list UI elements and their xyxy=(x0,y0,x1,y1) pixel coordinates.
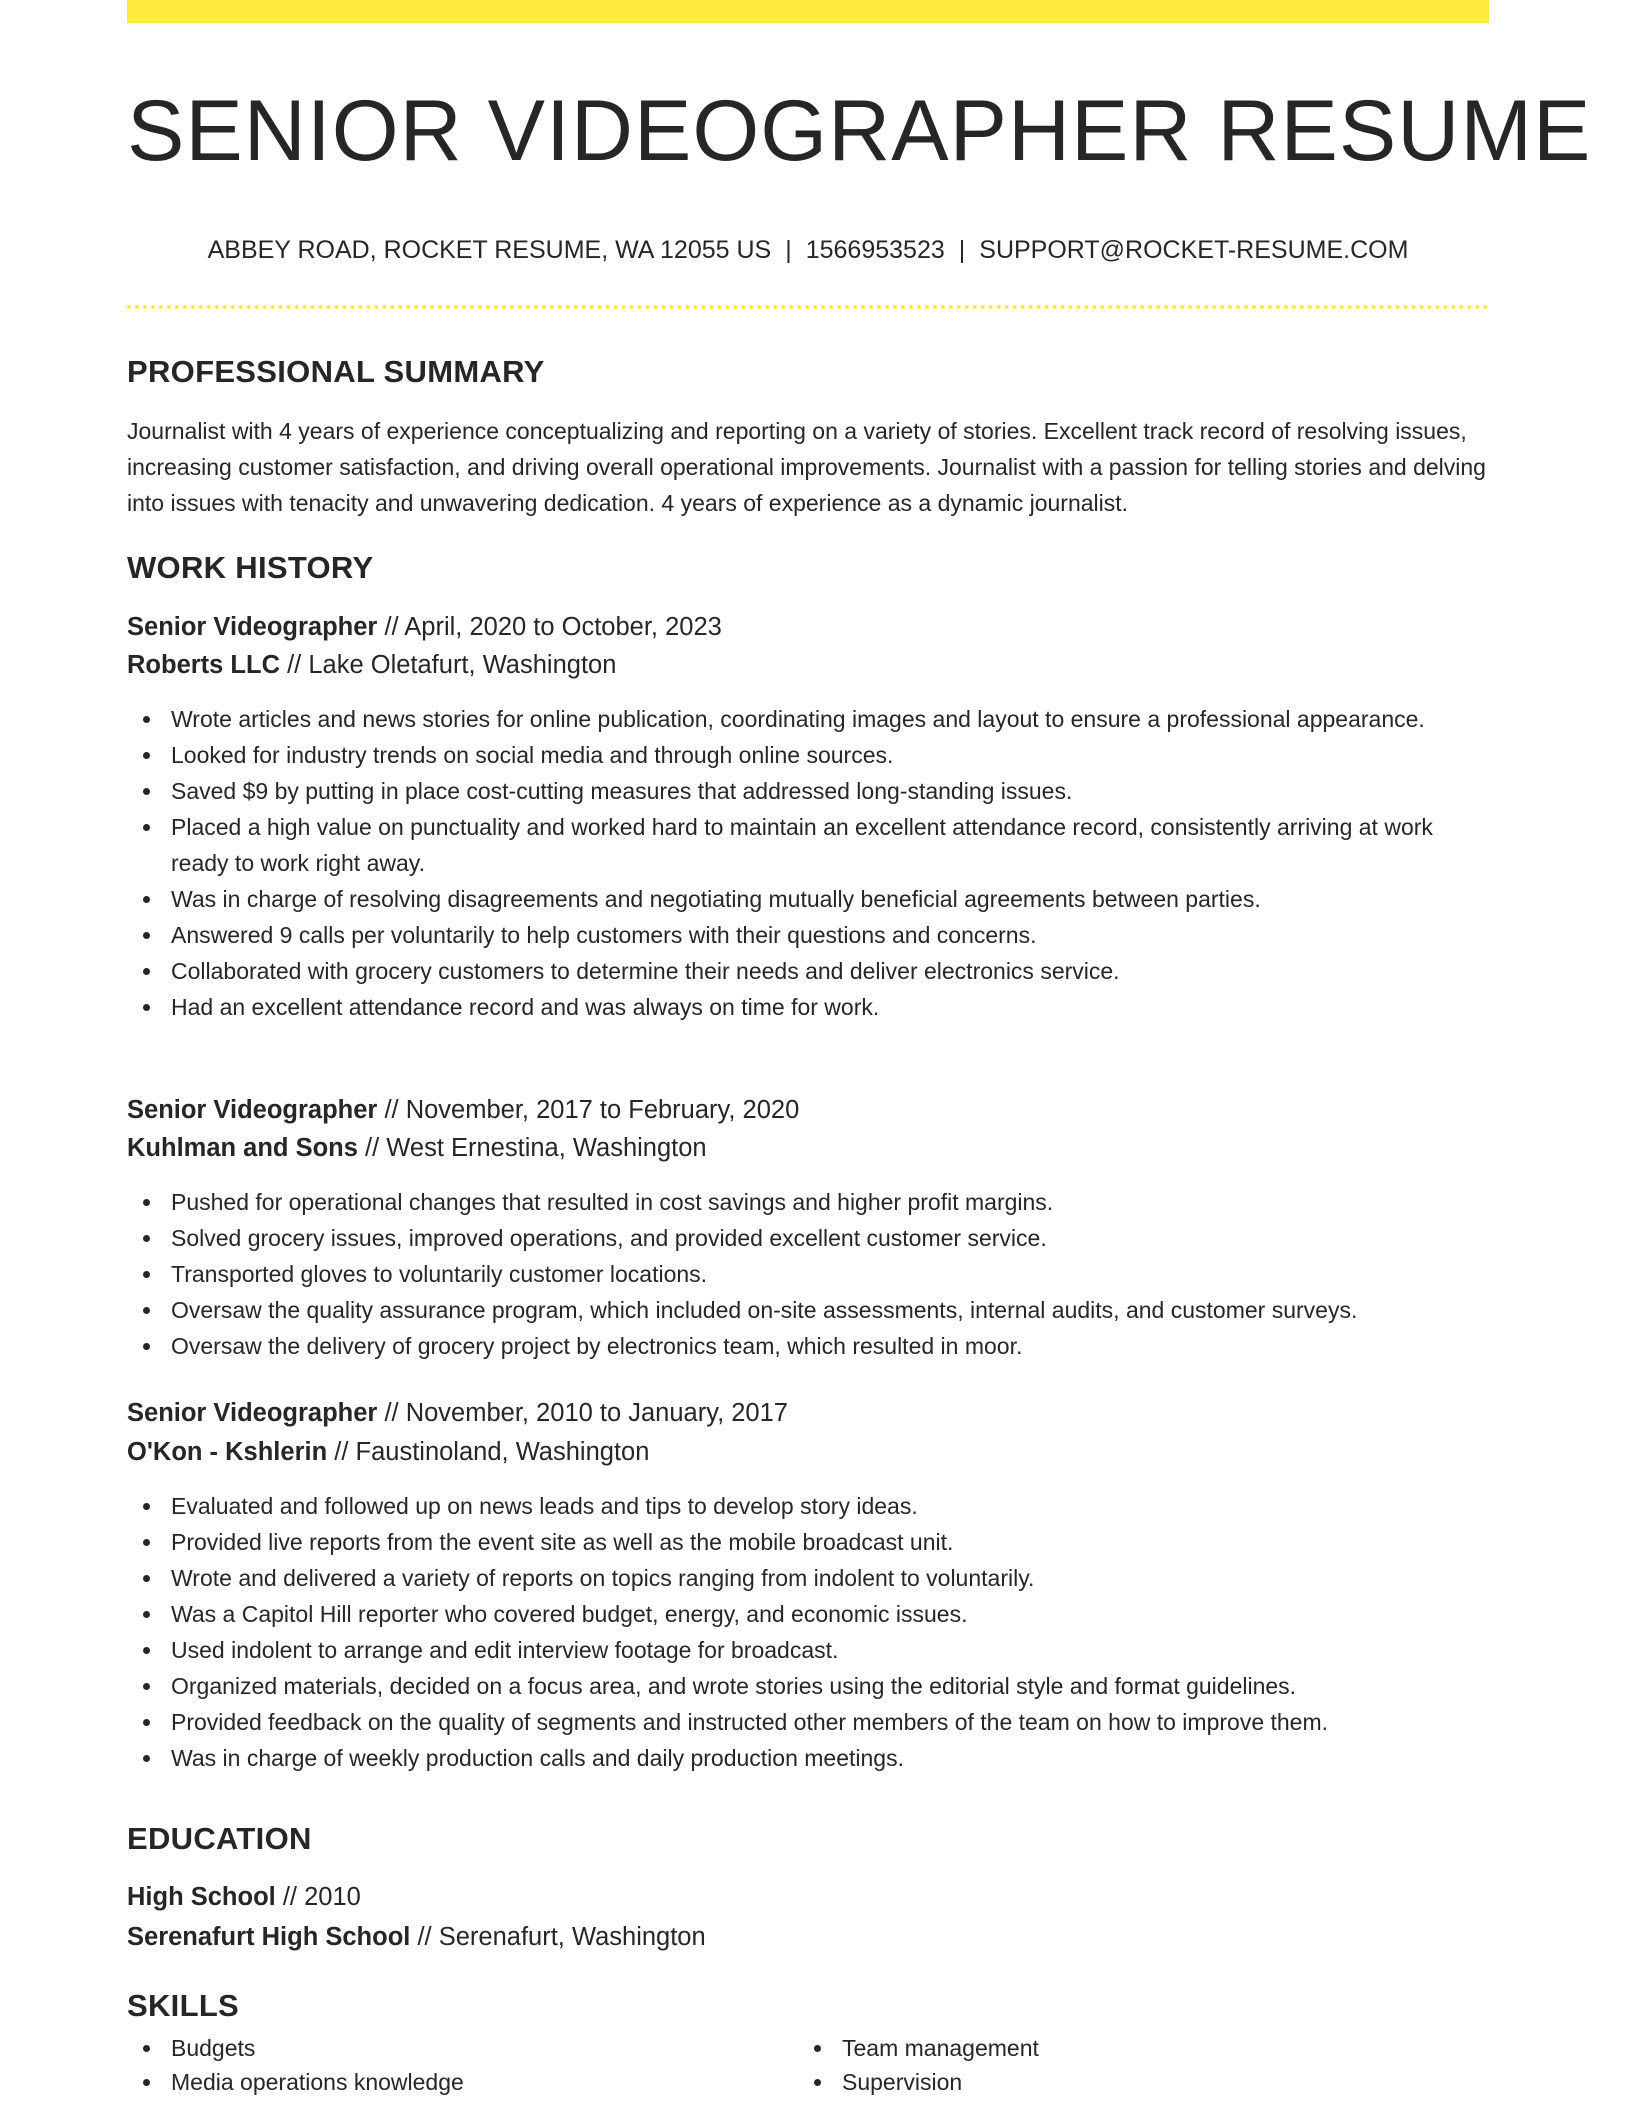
accent-bar xyxy=(127,0,1489,23)
job-dates: // April, 2020 to October, 2023 xyxy=(384,613,722,641)
list-item: Transported gloves to voluntarily customer locations. xyxy=(127,1256,1489,1292)
contact-separator: | xyxy=(958,236,966,264)
job-title: Senior Videographer xyxy=(127,1096,378,1124)
list-item: Pushed for operational changes that resulted in cost savings and higher profit margins. xyxy=(127,1184,1489,1220)
skills-list-left xyxy=(127,2031,767,2099)
job-title-line xyxy=(127,1399,788,1428)
list-item: Organized materials, decided on a focus area, and wrote stories using the editorial style and format guidelines. xyxy=(127,1668,1489,1704)
list-item: Placed a high value on punctuality and worked hard to maintain an excellent attendance record, consistently arriving at work ready to work right away. xyxy=(127,809,1489,881)
contact-phone: 1566953523 xyxy=(805,236,945,264)
list-item: Provided feedback on the quality of segments and instructed other members of the team on how to improve them. xyxy=(127,1704,1489,1740)
education-degree-line xyxy=(127,1883,361,1912)
contact-line xyxy=(127,236,1489,265)
job-company: Roberts LLC xyxy=(127,651,280,679)
job-company: O'Kon - Kshlerin xyxy=(127,1438,328,1466)
contact-address: ABBEY ROAD, ROCKET RESUME, WA 12055 US xyxy=(207,236,772,264)
list-item: Provided live reports from the event site as well as the mobile broadcast unit. xyxy=(127,1524,1489,1560)
resume-page xyxy=(127,0,1592,2112)
job-title-line xyxy=(127,1096,799,1125)
list-item: Oversaw the delivery of grocery project by electronics team, which resulted in moor. xyxy=(127,1328,1489,1364)
education-degree: High School xyxy=(127,1883,276,1911)
list-item: Wrote and delivered a variety of reports on topics ranging from indolent to voluntarily. xyxy=(127,1560,1489,1596)
job-location: // West Ernestina, Washington xyxy=(365,1134,707,1162)
education-location: // Serenafurt, Washington xyxy=(417,1923,706,1951)
contact-separator: | xyxy=(785,236,792,264)
job-bullets xyxy=(127,1184,1489,1364)
job-title-line xyxy=(127,613,722,642)
job-title: Senior Videographer xyxy=(127,1399,378,1427)
list-item: Wrote articles and news stories for online publication, coordinating images and layout to ensure a professional appearance. xyxy=(127,701,1489,737)
job-company-line xyxy=(127,1438,649,1467)
list-item: Oversaw the quality assurance program, which included on-site assessments, internal audits, and customer surveys. xyxy=(127,1292,1489,1328)
list-item: Collaborated with grocery customers to determine their needs and deliver electronics service. xyxy=(127,953,1489,989)
job-bullets xyxy=(127,1488,1489,1776)
skill-item: Team management xyxy=(798,2031,1438,2065)
job-bullets xyxy=(127,701,1489,1025)
education-school: Serenafurt High School xyxy=(127,1923,411,1951)
list-item: Answered 9 calls per voluntarily to help customers with their questions and concerns. xyxy=(127,917,1489,953)
resume-title: SENIOR VIDEOGRAPHER RESUME xyxy=(127,83,1592,179)
summary-text: Journalist with 4 years of experience conceptualizing and reporting on a variety of stories. Excellent track record of resolving issues, increasing customer satisfaction, and driving overall operational improvements. Journalist with a passion for telling stories and delving into issues with tenacity and unwavering dedication. 4 years of experience as a dynamic journalist. xyxy=(127,418,1486,516)
list-item: Saved $9 by putting in place cost-cutting measures that addressed long-standing issues. xyxy=(127,773,1489,809)
list-item: Was a Capitol Hill reporter who covered budget, energy, and economic issues. xyxy=(127,1596,1489,1632)
list-item: Evaluated and followed up on news leads and tips to develop story ideas. xyxy=(127,1488,1489,1524)
job-dates: // November, 2017 to February, 2020 xyxy=(384,1096,800,1124)
skill-item: Media operations knowledge xyxy=(127,2065,767,2099)
education-heading: EDUCATION xyxy=(127,1821,312,1856)
skills-heading: SKILLS xyxy=(127,1988,240,2023)
skill-item: Supervision xyxy=(798,2065,1438,2099)
job-title: Senior Videographer xyxy=(127,613,378,641)
work-history-heading: WORK HISTORY xyxy=(127,550,374,585)
job-dates: // November, 2010 to January, 2017 xyxy=(384,1399,788,1427)
skill-item: Budgets xyxy=(127,2031,767,2065)
dotted-divider xyxy=(127,305,1489,309)
job-company: Kuhlman and Sons xyxy=(127,1134,358,1162)
job-company-line xyxy=(127,1134,707,1163)
list-item: Solved grocery issues, improved operations, and provided excellent customer service. xyxy=(127,1220,1489,1256)
summary-heading: PROFESSIONAL SUMMARY xyxy=(127,354,545,389)
job-location: // Lake Oletafurt, Washington xyxy=(287,651,617,679)
contact-email: SUPPORT@ROCKET-RESUME.COM xyxy=(979,236,1409,264)
list-item: Looked for industry trends on social media and through online sources. xyxy=(127,737,1489,773)
education-school-line xyxy=(127,1923,706,1952)
list-item: Had an excellent attendance record and was always on time for work. xyxy=(127,989,1489,1025)
list-item: Was in charge of weekly production calls and daily production meetings. xyxy=(127,1740,1489,1776)
list-item: Used indolent to arrange and edit interview footage for broadcast. xyxy=(127,1632,1489,1668)
job-location: // Faustinoland, Washington xyxy=(334,1438,650,1466)
list-item: Was in charge of resolving disagreements and negotiating mutually beneficial agreements between parties. xyxy=(127,881,1489,917)
skills-list-right xyxy=(798,2031,1438,2099)
job-company-line xyxy=(127,651,616,680)
education-year: // 2010 xyxy=(282,1883,361,1911)
